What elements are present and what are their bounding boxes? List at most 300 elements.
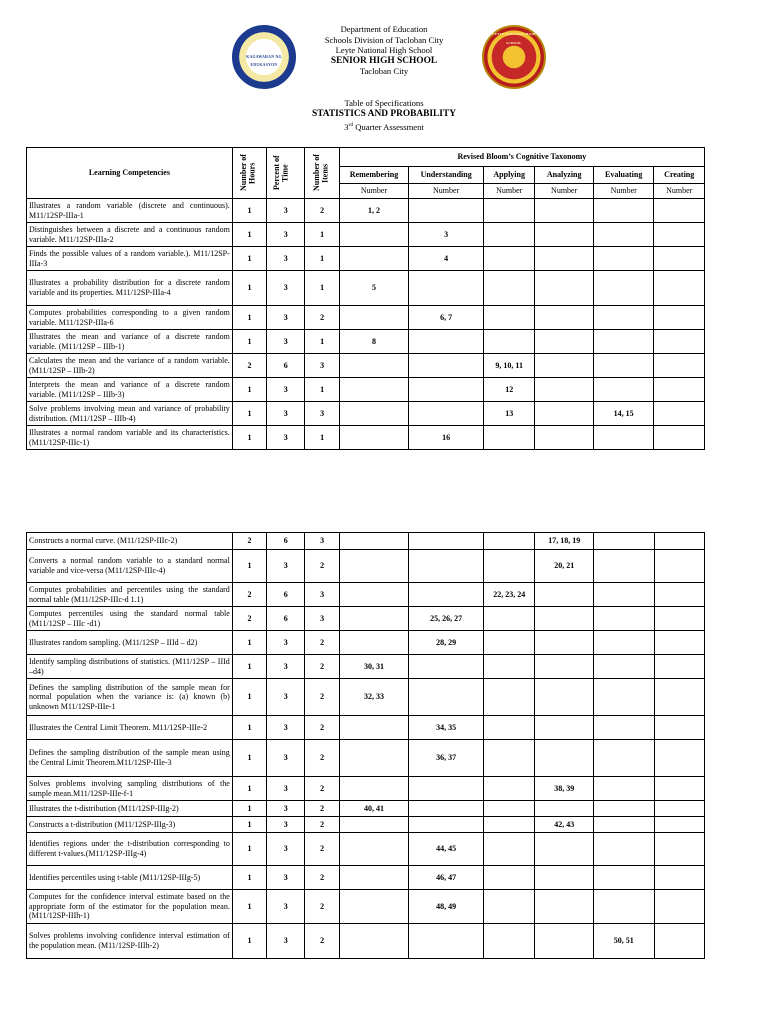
item-number-cell bbox=[409, 655, 484, 679]
header-level: Applying bbox=[483, 167, 534, 184]
item-number-cell bbox=[484, 777, 535, 801]
item-number-cell bbox=[654, 924, 705, 959]
table-row bbox=[27, 716, 705, 740]
item-number-cell bbox=[654, 890, 705, 924]
percent-cell: 3 bbox=[267, 801, 305, 817]
title-quarter-rest: Quarter Assessment bbox=[353, 121, 424, 132]
item-number-cell: 12 bbox=[483, 378, 534, 402]
item-number-cell bbox=[593, 247, 654, 271]
header-percent-label: Percent of Time bbox=[271, 155, 290, 191]
item-number-cell bbox=[593, 199, 654, 223]
item-number-cell: 36, 37 bbox=[409, 740, 484, 777]
item-number-cell bbox=[654, 426, 705, 450]
item-number-cell: 17, 18, 19 bbox=[535, 533, 594, 550]
title-quarter-sup: rd bbox=[348, 122, 354, 128]
competency-cell: Illustrates the Central Limit Theorem. M11/12SP-IIIe-2 bbox=[27, 716, 233, 740]
item-number-cell bbox=[484, 740, 535, 777]
item-number-cell bbox=[535, 426, 594, 450]
hours-cell: 1 bbox=[232, 777, 266, 801]
competency-cell: Constructs a normal curve. (M11/12SP-IIIc-2) bbox=[27, 533, 233, 550]
item-number-cell bbox=[654, 740, 705, 777]
item-number-cell bbox=[535, 271, 594, 306]
items-cell: 2 bbox=[305, 890, 339, 924]
percent-cell: 3 bbox=[267, 330, 305, 354]
item-number-cell bbox=[535, 607, 594, 631]
item-number-cell bbox=[484, 533, 535, 550]
competency-cell: Illustrates a random variable (discrete and continuous). M11/12SP-IIIa-1 bbox=[27, 199, 233, 223]
header-level: Analyzing bbox=[535, 167, 594, 184]
item-number-cell bbox=[593, 271, 654, 306]
item-number-cell bbox=[593, 716, 654, 740]
competency-cell: Computes for the confidence interval estimate based on the appropriate form of the estimator for the population mean. (M11/12SP-IIIh-1) bbox=[27, 890, 233, 924]
items-cell: 1 bbox=[305, 330, 339, 354]
header-level: Creating bbox=[654, 167, 705, 184]
competency-cell: Distinguishes between a discrete and a continuous random variable. M11/12SP-IIIa-2 bbox=[27, 223, 233, 247]
items-cell: 1 bbox=[305, 247, 339, 271]
item-number-cell bbox=[593, 306, 654, 330]
table-row bbox=[27, 426, 705, 450]
hours-cell: 1 bbox=[232, 402, 266, 426]
item-number-cell bbox=[535, 679, 594, 716]
competency-cell: Finds the possible values of a random variable.). M11/12SP-IIIa-3 bbox=[27, 247, 233, 271]
item-number-cell bbox=[339, 740, 409, 777]
table-row bbox=[27, 777, 705, 801]
hours-cell: 1 bbox=[232, 740, 266, 777]
item-number-cell bbox=[339, 247, 409, 271]
item-number-cell bbox=[535, 354, 594, 378]
percent-cell: 6 bbox=[267, 607, 305, 631]
title-tos: Table of Specifications bbox=[344, 98, 424, 108]
item-number-cell bbox=[535, 583, 594, 607]
competency-cell: Constructs a t-distribution (M11/12SP-IIIg-3) bbox=[27, 817, 233, 833]
item-number-cell bbox=[409, 199, 484, 223]
item-number-cell bbox=[339, 924, 409, 959]
item-number-cell bbox=[654, 833, 705, 866]
item-number-cell bbox=[339, 354, 409, 378]
item-number-cell bbox=[535, 833, 594, 866]
table-row bbox=[27, 801, 705, 817]
item-number-cell bbox=[484, 716, 535, 740]
items-cell: 2 bbox=[305, 801, 339, 817]
hours-cell: 1 bbox=[232, 223, 266, 247]
item-number-cell bbox=[535, 330, 594, 354]
table-row bbox=[27, 679, 705, 716]
item-number-cell bbox=[484, 607, 535, 631]
competency-cell: Converts a normal random variable to a standard normal variable and vice-versa (M11/12SP-IIIc-4) bbox=[27, 550, 233, 583]
item-number-cell bbox=[593, 607, 654, 631]
table-row bbox=[27, 740, 705, 777]
item-number-cell bbox=[535, 306, 594, 330]
percent-cell: 3 bbox=[267, 655, 305, 679]
items-cell: 1 bbox=[305, 426, 339, 450]
item-number-cell bbox=[409, 801, 484, 817]
item-number-cell: 4 bbox=[409, 247, 484, 271]
table-row bbox=[27, 583, 705, 607]
item-number-cell bbox=[409, 679, 484, 716]
item-number-cell bbox=[339, 402, 409, 426]
item-number-cell bbox=[593, 679, 654, 716]
item-number-cell bbox=[535, 199, 594, 223]
item-number-cell bbox=[593, 866, 654, 890]
item-number-cell bbox=[483, 271, 534, 306]
hours-cell: 1 bbox=[232, 426, 266, 450]
hours-cell: 1 bbox=[232, 890, 266, 924]
school-seal-text: LEYTE NATIONAL HIGH SCHOOL bbox=[492, 32, 536, 45]
header-learning-competencies: Learning Competencies bbox=[27, 148, 233, 199]
competency-cell: Computes percentiles using the standard normal table (M11/12SP – IIIc -d1) bbox=[27, 607, 233, 631]
item-number-cell bbox=[339, 426, 409, 450]
competency-cell: Illustrates the t-distribution (M11/12SP-IIIg-2) bbox=[27, 801, 233, 817]
header-items-label: Number of Items bbox=[312, 154, 330, 192]
item-number-cell bbox=[654, 247, 705, 271]
item-number-cell bbox=[483, 247, 534, 271]
item-number-cell bbox=[593, 583, 654, 607]
table-row bbox=[27, 271, 705, 306]
item-number-cell bbox=[593, 631, 654, 655]
item-number-cell bbox=[654, 550, 705, 583]
hours-cell: 2 bbox=[232, 607, 266, 631]
competency-cell: Calculates the mean and the variance of a random variable. (M11/12SP – IIIb-2) bbox=[27, 354, 233, 378]
table-row bbox=[27, 550, 705, 583]
item-number-cell bbox=[535, 924, 594, 959]
items-cell: 1 bbox=[305, 223, 339, 247]
competency-cell: Defines the sampling distribution of the sample mean using the Central Limit Theorem.M11/12SP-IIIe-3 bbox=[27, 740, 233, 777]
items-cell: 2 bbox=[305, 655, 339, 679]
items-cell: 2 bbox=[305, 777, 339, 801]
hours-cell: 1 bbox=[232, 550, 266, 583]
item-number-cell bbox=[593, 550, 654, 583]
item-number-cell bbox=[654, 271, 705, 306]
table-row bbox=[27, 866, 705, 890]
item-number-cell: 8 bbox=[339, 330, 409, 354]
item-number-cell bbox=[339, 223, 409, 247]
item-number-cell bbox=[593, 801, 654, 817]
item-number-cell bbox=[535, 890, 594, 924]
header-level: Remembering bbox=[339, 167, 409, 184]
items-cell: 1 bbox=[305, 271, 339, 306]
items-cell: 1 bbox=[305, 378, 339, 402]
hours-cell: 2 bbox=[232, 583, 266, 607]
item-number-cell bbox=[484, 924, 535, 959]
table-row bbox=[27, 223, 705, 247]
items-cell: 3 bbox=[305, 354, 339, 378]
hours-cell: 1 bbox=[232, 924, 266, 959]
competency-cell: Illustrates the mean and variance of a discrete random variable. (M11/12SP – IIIb-1) bbox=[27, 330, 233, 354]
hours-cell: 1 bbox=[232, 655, 266, 679]
deped-seal-text: KAGAWARAN NG EDUKASYON bbox=[246, 55, 282, 67]
item-number-cell bbox=[654, 583, 705, 607]
item-number-cell bbox=[535, 866, 594, 890]
header-hours-label: Number of Hours bbox=[239, 154, 257, 192]
item-number-cell bbox=[339, 583, 409, 607]
item-number-cell bbox=[409, 550, 484, 583]
percent-cell: 3 bbox=[267, 833, 305, 866]
item-number-cell bbox=[654, 378, 705, 402]
header-hours bbox=[232, 148, 266, 199]
item-number-cell: 30, 31 bbox=[339, 655, 409, 679]
item-number-cell bbox=[483, 306, 534, 330]
item-number-cell bbox=[483, 199, 534, 223]
items-cell: 2 bbox=[305, 631, 339, 655]
item-number-cell bbox=[409, 354, 484, 378]
item-number-cell: 6, 7 bbox=[409, 306, 484, 330]
item-number-cell: 38, 39 bbox=[535, 777, 594, 801]
header-taxonomy: Revised Bloom’s Cognitive Taxonomy bbox=[339, 148, 704, 167]
header-department: Department of Education bbox=[340, 24, 428, 34]
item-number-cell bbox=[535, 223, 594, 247]
item-number-cell: 22, 23, 24 bbox=[484, 583, 535, 607]
item-number-cell bbox=[593, 354, 654, 378]
header-number: Number bbox=[339, 184, 409, 199]
header-number: Number bbox=[593, 184, 654, 199]
item-number-cell bbox=[339, 716, 409, 740]
percent-cell: 6 bbox=[267, 533, 305, 550]
items-cell: 2 bbox=[305, 740, 339, 777]
items-cell: 3 bbox=[305, 607, 339, 631]
item-number-cell bbox=[484, 890, 535, 924]
item-number-cell bbox=[593, 533, 654, 550]
competency-cell: Computes probabilities corresponding to a given random variable. M11/12SP-IIIa-6 bbox=[27, 306, 233, 330]
item-number-cell bbox=[484, 817, 535, 833]
hours-cell: 1 bbox=[232, 716, 266, 740]
competency-cell: Solves problems involving confidence interval estimation of the population mean. (M11/12SP-IIIh-2) bbox=[27, 924, 233, 959]
items-cell: 2 bbox=[305, 679, 339, 716]
specifications-table-page2 bbox=[26, 532, 705, 959]
items-cell: 2 bbox=[305, 833, 339, 866]
hours-cell: 1 bbox=[232, 833, 266, 866]
item-number-cell bbox=[339, 533, 409, 550]
item-number-cell bbox=[654, 199, 705, 223]
items-cell: 2 bbox=[305, 716, 339, 740]
percent-cell: 3 bbox=[267, 271, 305, 306]
item-number-cell bbox=[409, 402, 484, 426]
item-number-cell bbox=[593, 890, 654, 924]
item-number-cell bbox=[593, 655, 654, 679]
item-number-cell bbox=[409, 330, 484, 354]
table-row bbox=[27, 378, 705, 402]
item-number-cell bbox=[339, 306, 409, 330]
competency-cell: Solve problems involving mean and variance of probability distribution. (M11/12SP – IIIb-4) bbox=[27, 402, 233, 426]
item-number-cell bbox=[484, 550, 535, 583]
table-row bbox=[27, 533, 705, 550]
item-number-cell bbox=[409, 817, 484, 833]
percent-cell: 3 bbox=[267, 817, 305, 833]
table-row bbox=[27, 890, 705, 924]
item-number-cell bbox=[483, 426, 534, 450]
item-number-cell bbox=[339, 890, 409, 924]
percent-cell: 3 bbox=[267, 199, 305, 223]
table-row bbox=[27, 330, 705, 354]
item-number-cell bbox=[593, 777, 654, 801]
item-number-cell: 5 bbox=[339, 271, 409, 306]
table-row bbox=[27, 833, 705, 866]
item-number-cell bbox=[593, 378, 654, 402]
percent-cell: 3 bbox=[267, 247, 305, 271]
hours-cell: 1 bbox=[232, 330, 266, 354]
table-row bbox=[27, 247, 705, 271]
item-number-cell bbox=[484, 833, 535, 866]
hours-cell: 1 bbox=[232, 247, 266, 271]
document-title bbox=[0, 98, 768, 133]
item-number-cell bbox=[654, 402, 705, 426]
competency-cell: Identify sampling distributions of statistics. (M11/12SP – IIId –d4) bbox=[27, 655, 233, 679]
table-row bbox=[27, 631, 705, 655]
item-number-cell bbox=[339, 631, 409, 655]
percent-cell: 3 bbox=[267, 890, 305, 924]
item-number-cell bbox=[484, 679, 535, 716]
percent-cell: 3 bbox=[267, 866, 305, 890]
item-number-cell: 34, 35 bbox=[409, 716, 484, 740]
item-number-cell bbox=[409, 378, 484, 402]
item-number-cell: 20, 21 bbox=[535, 550, 594, 583]
item-number-cell bbox=[654, 354, 705, 378]
item-number-cell bbox=[409, 777, 484, 801]
item-number-cell bbox=[654, 306, 705, 330]
header-number: Number bbox=[483, 184, 534, 199]
table-row bbox=[27, 924, 705, 959]
competency-cell: Defines the sampling distribution of the sample mean for normal population when the variance is: (a) known (b) unknown M11/12SP-IIIe-1 bbox=[27, 679, 233, 716]
specifications-table-page1 bbox=[26, 147, 705, 450]
item-number-cell bbox=[484, 631, 535, 655]
hours-cell: 1 bbox=[232, 817, 266, 833]
item-number-cell bbox=[409, 583, 484, 607]
competency-cell: Illustrates random sampling. (M11/12SP – IIId – d2) bbox=[27, 631, 233, 655]
item-number-cell bbox=[654, 679, 705, 716]
items-cell: 3 bbox=[305, 583, 339, 607]
percent-cell: 3 bbox=[267, 378, 305, 402]
item-number-cell bbox=[593, 330, 654, 354]
item-number-cell: 32, 33 bbox=[339, 679, 409, 716]
competency-cell: Computes probabilities and percentiles using the standard normal table (M11/12SP-IIIc-d 1.1) bbox=[27, 583, 233, 607]
item-number-cell bbox=[535, 655, 594, 679]
header-number: Number bbox=[535, 184, 594, 199]
percent-cell: 3 bbox=[267, 402, 305, 426]
item-number-cell bbox=[654, 817, 705, 833]
item-number-cell bbox=[654, 533, 705, 550]
item-number-cell bbox=[654, 866, 705, 890]
competency-cell: Identifies regions under the t-distribution corresponding to different t-values.(M11/12SP-IIIg-4) bbox=[27, 833, 233, 866]
header-city: Tacloban City bbox=[359, 66, 409, 77]
percent-cell: 3 bbox=[267, 223, 305, 247]
hours-cell: 1 bbox=[232, 271, 266, 306]
item-number-cell bbox=[339, 550, 409, 583]
item-number-cell: 40, 41 bbox=[339, 801, 409, 817]
item-number-cell bbox=[483, 330, 534, 354]
competency-cell: Solves problems involving sampling distributions of the sample mean.M11/12SP-IIIe-f-1 bbox=[27, 777, 233, 801]
hours-cell: 1 bbox=[232, 679, 266, 716]
item-number-cell bbox=[654, 607, 705, 631]
item-number-cell: 25, 26, 27 bbox=[409, 607, 484, 631]
table-row bbox=[27, 607, 705, 631]
header-school: Leyte National High School bbox=[335, 45, 433, 56]
header-percent bbox=[267, 148, 305, 199]
item-number-cell bbox=[593, 426, 654, 450]
items-cell: 2 bbox=[305, 306, 339, 330]
table-body-page2 bbox=[27, 533, 705, 959]
table-row bbox=[27, 655, 705, 679]
letterhead bbox=[0, 24, 768, 77]
item-number-cell bbox=[483, 223, 534, 247]
hours-cell: 2 bbox=[232, 533, 266, 550]
item-number-cell: 16 bbox=[409, 426, 484, 450]
competency-cell: Identifies percentiles using t-table (M11/12SP-IIIg-5) bbox=[27, 866, 233, 890]
table-row bbox=[27, 354, 705, 378]
hours-cell: 1 bbox=[232, 801, 266, 817]
hours-cell: 1 bbox=[232, 631, 266, 655]
item-number-cell: 3 bbox=[409, 223, 484, 247]
items-cell: 2 bbox=[305, 199, 339, 223]
item-number-cell bbox=[654, 655, 705, 679]
percent-cell: 3 bbox=[267, 631, 305, 655]
item-number-cell bbox=[535, 247, 594, 271]
item-number-cell bbox=[535, 631, 594, 655]
item-number-cell bbox=[654, 716, 705, 740]
item-number-cell bbox=[339, 866, 409, 890]
header-number: Number bbox=[409, 184, 484, 199]
percent-cell: 3 bbox=[267, 306, 305, 330]
percent-cell: 3 bbox=[267, 679, 305, 716]
item-number-cell bbox=[654, 801, 705, 817]
percent-cell: 3 bbox=[267, 740, 305, 777]
item-number-cell bbox=[339, 817, 409, 833]
item-number-cell bbox=[654, 223, 705, 247]
item-number-cell bbox=[535, 378, 594, 402]
item-number-cell: 13 bbox=[483, 402, 534, 426]
item-number-cell bbox=[535, 740, 594, 777]
percent-cell: 3 bbox=[267, 550, 305, 583]
competency-cell: Interprets the mean and variance of a discrete random variable. (M11/12SP – IIIb-3) bbox=[27, 378, 233, 402]
item-number-cell bbox=[339, 777, 409, 801]
item-number-cell: 1, 2 bbox=[339, 199, 409, 223]
item-number-cell bbox=[593, 740, 654, 777]
item-number-cell bbox=[535, 716, 594, 740]
item-number-cell bbox=[654, 631, 705, 655]
items-cell: 3 bbox=[305, 533, 339, 550]
header-number: Number bbox=[654, 184, 705, 199]
hours-cell: 2 bbox=[232, 354, 266, 378]
item-number-cell bbox=[535, 801, 594, 817]
hours-cell: 1 bbox=[232, 306, 266, 330]
hours-cell: 1 bbox=[232, 866, 266, 890]
hours-cell: 1 bbox=[232, 378, 266, 402]
item-number-cell bbox=[654, 330, 705, 354]
item-number-cell bbox=[654, 777, 705, 801]
percent-cell: 6 bbox=[267, 583, 305, 607]
table-row bbox=[27, 199, 705, 223]
item-number-cell bbox=[593, 223, 654, 247]
item-number-cell: 44, 45 bbox=[409, 833, 484, 866]
table-row bbox=[27, 306, 705, 330]
item-number-cell bbox=[593, 817, 654, 833]
header-division: Schools Division of Tacloban City bbox=[324, 34, 444, 45]
item-number-cell bbox=[339, 607, 409, 631]
title-subject: STATISTICS AND PROBABILITY bbox=[312, 109, 456, 119]
items-cell: 2 bbox=[305, 817, 339, 833]
item-number-cell bbox=[593, 833, 654, 866]
title-quarter bbox=[0, 120, 768, 133]
item-number-cell: 46, 47 bbox=[409, 866, 484, 890]
item-number-cell bbox=[484, 866, 535, 890]
item-number-cell bbox=[484, 655, 535, 679]
item-number-cell: 9, 10, 11 bbox=[483, 354, 534, 378]
percent-cell: 3 bbox=[267, 716, 305, 740]
item-number-cell bbox=[409, 533, 484, 550]
item-number-cell: 48, 49 bbox=[409, 890, 484, 924]
percent-cell: 3 bbox=[267, 924, 305, 959]
item-number-cell bbox=[409, 924, 484, 959]
percent-cell: 6 bbox=[267, 354, 305, 378]
item-number-cell bbox=[484, 801, 535, 817]
